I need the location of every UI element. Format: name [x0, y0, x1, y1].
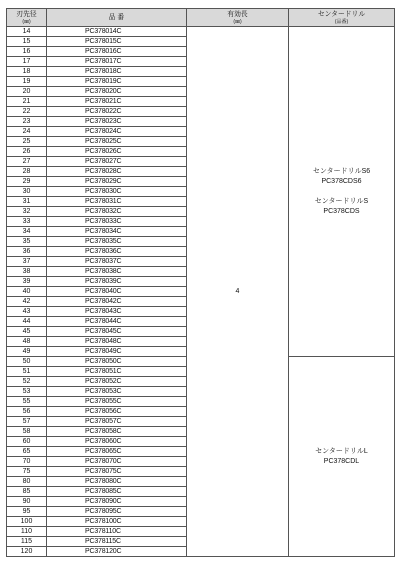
cell-size: 19	[7, 77, 47, 87]
cell-product-code: PC378035C	[47, 237, 187, 247]
cell-product-code: PC378100C	[47, 517, 187, 527]
cell-size: 25	[7, 137, 47, 147]
cell-size: 24	[7, 127, 47, 137]
cell-product-code: PC378045C	[47, 327, 187, 337]
cell-product-code: PC378057C	[47, 417, 187, 427]
cell-product-code: PC378015C	[47, 37, 187, 47]
cell-product-code: PC378033C	[47, 217, 187, 227]
cell-product-code: PC378080C	[47, 477, 187, 487]
cell-product-code: PC378065C	[47, 447, 187, 457]
header-length	[187, 9, 289, 27]
cell-size: 90	[7, 497, 47, 507]
header-length-unit: (㎜)	[233, 18, 242, 25]
cell-size: 39	[7, 277, 47, 287]
cell-product-code: PC378016C	[47, 47, 187, 57]
cell-size: 120	[7, 547, 47, 557]
cell-product-code: PC378075C	[47, 467, 187, 477]
cell-product-code: PC378019C	[47, 77, 187, 87]
cell-size: 42	[7, 297, 47, 307]
cell-product-code: PC378023C	[47, 117, 187, 127]
header-size	[7, 9, 47, 27]
cell-size: 26	[7, 147, 47, 157]
cell-product-code: PC378053C	[47, 387, 187, 397]
cell-product-code: PC378039C	[47, 277, 187, 287]
cell-product-code: PC378038C	[47, 267, 187, 277]
cell-size: 51	[7, 367, 47, 377]
cell-product-code: PC378051C	[47, 367, 187, 377]
cell-size: 115	[7, 537, 47, 547]
cell-size: 37	[7, 257, 47, 267]
cell-product-code: PC378060C	[47, 437, 187, 447]
cell-size: 33	[7, 217, 47, 227]
cell-product-code: PC378027C	[47, 157, 187, 167]
cell-product-code: PC378036C	[47, 247, 187, 257]
cell-size: 29	[7, 177, 47, 187]
cell-product-code: PC378115C	[47, 537, 187, 547]
cell-size: 32	[7, 207, 47, 217]
cell-size: 45	[7, 327, 47, 337]
cell-size: 55	[7, 397, 47, 407]
table-header-row	[7, 9, 395, 27]
cell-size: 14	[7, 27, 47, 37]
center-drill-code: PC378CDS	[323, 207, 360, 215]
cell-product-code: PC378058C	[47, 427, 187, 437]
cell-product-code: PC378028C	[47, 167, 187, 177]
cell-size: 36	[7, 247, 47, 257]
spacer	[289, 187, 394, 197]
cell-size: 56	[7, 407, 47, 417]
table-body	[7, 27, 395, 557]
cell-size: 34	[7, 227, 47, 237]
cell-product-code: PC378050C	[47, 357, 187, 367]
cell-size: 17	[7, 57, 47, 67]
cell-product-code: PC378017C	[47, 57, 187, 67]
cell-center-drill-group-2	[289, 357, 395, 557]
cell-product-code: PC378048C	[47, 337, 187, 347]
cell-size: 52	[7, 377, 47, 387]
cell-size: 60	[7, 437, 47, 447]
cell-size: 27	[7, 157, 47, 167]
cell-product-code: PC378044C	[47, 317, 187, 327]
cell-product-code: PC378024C	[47, 127, 187, 137]
cell-product-code: PC378030C	[47, 187, 187, 197]
cell-size: 65	[7, 447, 47, 457]
cell-size: 50	[7, 357, 47, 367]
cell-size: 49	[7, 347, 47, 357]
cell-size: 15	[7, 37, 47, 47]
cell-product-code: PC378029C	[47, 177, 187, 187]
cell-size: 100	[7, 517, 47, 527]
cell-product-code: PC378042C	[47, 297, 187, 307]
cell-product-code: PC378120C	[47, 547, 187, 557]
cell-size: 110	[7, 527, 47, 537]
cell-center-drill-group-1	[289, 27, 395, 357]
cell-product-code: PC378052C	[47, 377, 187, 387]
cell-size: 48	[7, 337, 47, 347]
cell-size: 38	[7, 267, 47, 277]
cell-product-code: PC378025C	[47, 137, 187, 147]
cell-product-code: PC378049C	[47, 347, 187, 357]
cell-product-code: PC378032C	[47, 207, 187, 217]
cell-size: 23	[7, 117, 47, 127]
cell-product-code: PC378014C	[47, 27, 187, 37]
header-code-label: 品 番	[108, 13, 125, 21]
cell-size: 40	[7, 287, 47, 297]
cell-size: 75	[7, 467, 47, 477]
cell-size: 18	[7, 67, 47, 77]
cell-product-code: PC378020C	[47, 87, 187, 97]
cell-product-code: PC378110C	[47, 527, 187, 537]
cell-product-code: PC378018C	[47, 67, 187, 77]
cell-size: 28	[7, 167, 47, 177]
header-length-label: 有効長	[227, 10, 248, 18]
cell-product-code: PC378037C	[47, 257, 187, 267]
cell-product-code: PC378095C	[47, 507, 187, 517]
cell-product-code: PC378090C	[47, 497, 187, 507]
cell-size: 57	[7, 417, 47, 427]
center-drill-code: PC378CDS6	[321, 177, 362, 185]
cell-size: 58	[7, 427, 47, 437]
header-code	[47, 9, 187, 27]
product-spec-table	[6, 8, 395, 557]
table-row	[7, 27, 395, 37]
cell-size: 95	[7, 507, 47, 517]
cell-size: 70	[7, 457, 47, 467]
cell-size: 53	[7, 387, 47, 397]
cell-product-code: PC378034C	[47, 227, 187, 237]
cell-size: 85	[7, 487, 47, 497]
cell-product-code: PC378085C	[47, 487, 187, 497]
cell-size: 22	[7, 107, 47, 117]
cell-product-code: PC378055C	[47, 397, 187, 407]
cell-size: 35	[7, 237, 47, 247]
cell-size: 43	[7, 307, 47, 317]
cell-product-code: PC378040C	[47, 287, 187, 297]
cell-product-code: PC378031C	[47, 197, 187, 207]
center-drill-name: センタードリルS6	[312, 167, 371, 175]
cell-size: 31	[7, 197, 47, 207]
cell-product-code: PC378022C	[47, 107, 187, 117]
cell-size: 20	[7, 87, 47, 97]
header-center-drill	[289, 9, 395, 27]
cell-product-code: PC378021C	[47, 97, 187, 107]
header-center-drill-sub: (品番)	[334, 18, 349, 25]
header-size-label: 刃先径	[16, 10, 37, 18]
cell-size: 16	[7, 47, 47, 57]
center-drill-name: センタードリルS	[314, 197, 369, 205]
cell-size: 44	[7, 317, 47, 327]
cell-size: 21	[7, 97, 47, 107]
cell-size: 30	[7, 187, 47, 197]
cell-effective-length: 4	[187, 27, 289, 557]
header-size-unit: (㎜)	[22, 18, 31, 25]
cell-product-code: PC378070C	[47, 457, 187, 467]
cell-product-code: PC378056C	[47, 407, 187, 417]
center-drill-code: PC378CDL	[323, 457, 360, 465]
center-drill-name: センタードリルL	[315, 447, 368, 455]
cell-product-code: PC378043C	[47, 307, 187, 317]
cell-product-code: PC378026C	[47, 147, 187, 157]
header-center-drill-label: センタードリル	[317, 10, 366, 18]
cell-size: 80	[7, 477, 47, 487]
